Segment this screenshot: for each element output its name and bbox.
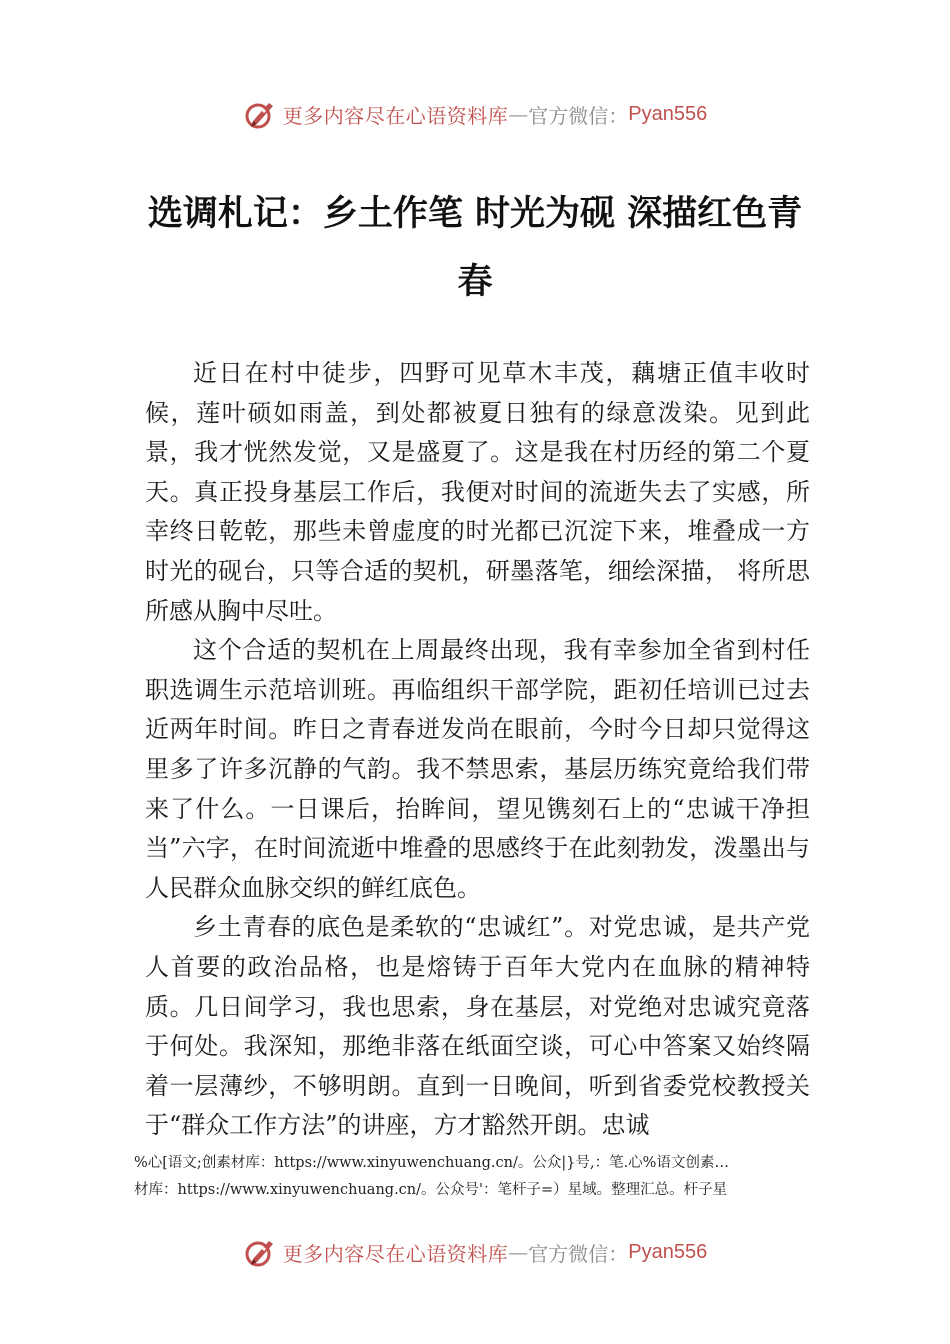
- banner-separator: —: [508, 102, 529, 126]
- paragraph-2: 这个合适的契机在上周最终出现，我有幸参加全省到村任职选调生示范培训班。再临组织干部学院，距初任培训已过去近两年时间。昨日之青春迸发尚在眼前，今时今日却只觉得这里多了许多沉静的气韵。我不禁思索，基层历练究竟给我们带来了什么。一日课后，抬眸间，望见镌刻石上的“忠诚干净担当”六字，在时间流逝中堆叠的思感终于在此刻勃发，泼墨出与人民群众血脉交织的鲜红底色。: [145, 636, 810, 902]
- banner-wechat-id: Pyan556: [628, 1240, 708, 1263]
- banner-text: 更多内容尽在心语资料库: [282, 103, 509, 128]
- footer-banner: [0, 1232, 950, 1272]
- pen-nib-logo-icon: [243, 1235, 277, 1269]
- source-line-1: %心[语文;创素材库：https://www.xinyuwenchuang.cn/。公众|}号,：笔.心%语文创素…: [134, 1155, 729, 1171]
- banner-wechat-label: 官方微信：: [528, 1241, 629, 1266]
- paragraph-1: 近日在村中徒步，四野可见草木丰茂，藕塘正值丰收时候，莲叶硕如雨盖，到处都被夏日独有的绿意泼染。见到此景，我才恍然发觉，又是盛夏了。这是我在村历经的第二个夏天。真正投身基层工作后，我便对时间的流逝失去了实感，所幸终日乾乾，那些未曾虚度的时光都已沉淀下来，堆叠成一方时光的砚台，只等合适的契机，研墨落笔，细绘深描， 将所思所感从胸中尽吐。: [145, 359, 810, 625]
- source-line-2: 材库：https://www.xinyuwenchuang.cn/。公众号'：笔杆子=）星域。整理汇总。杆子星: [134, 1182, 728, 1198]
- document-body: [145, 354, 810, 1146]
- header-banner: [0, 94, 950, 134]
- banner-separator: —: [508, 1240, 529, 1264]
- paragraph-3: 乡土青春的底色是柔软的“忠诚红”。对党忠诚，是共产党人首要的政治品格，也是熔铸于百年大党内在血脉的精神特质。几日间学习，我也思索，身在基层，对党绝对忠诚究竟落于何处。我深知，那绝非落在纸面空谈，可心中答案又始终隔着一层薄纱，不够明朗。直到一日晚间，听到省委党校教授关于“群众工作方法”的讲座，方才豁然开朗。忠诚: [145, 913, 810, 1140]
- banner-wechat-label: 官方微信：: [528, 103, 629, 128]
- banner-wechat-id: Pyan556: [628, 102, 708, 125]
- document-title: 选调札记：乡土作笔 时光为砚 深描红色青春: [147, 194, 803, 302]
- banner-text: 更多内容尽在心语资料库: [282, 1241, 509, 1266]
- pen-nib-logo-icon: [243, 97, 277, 131]
